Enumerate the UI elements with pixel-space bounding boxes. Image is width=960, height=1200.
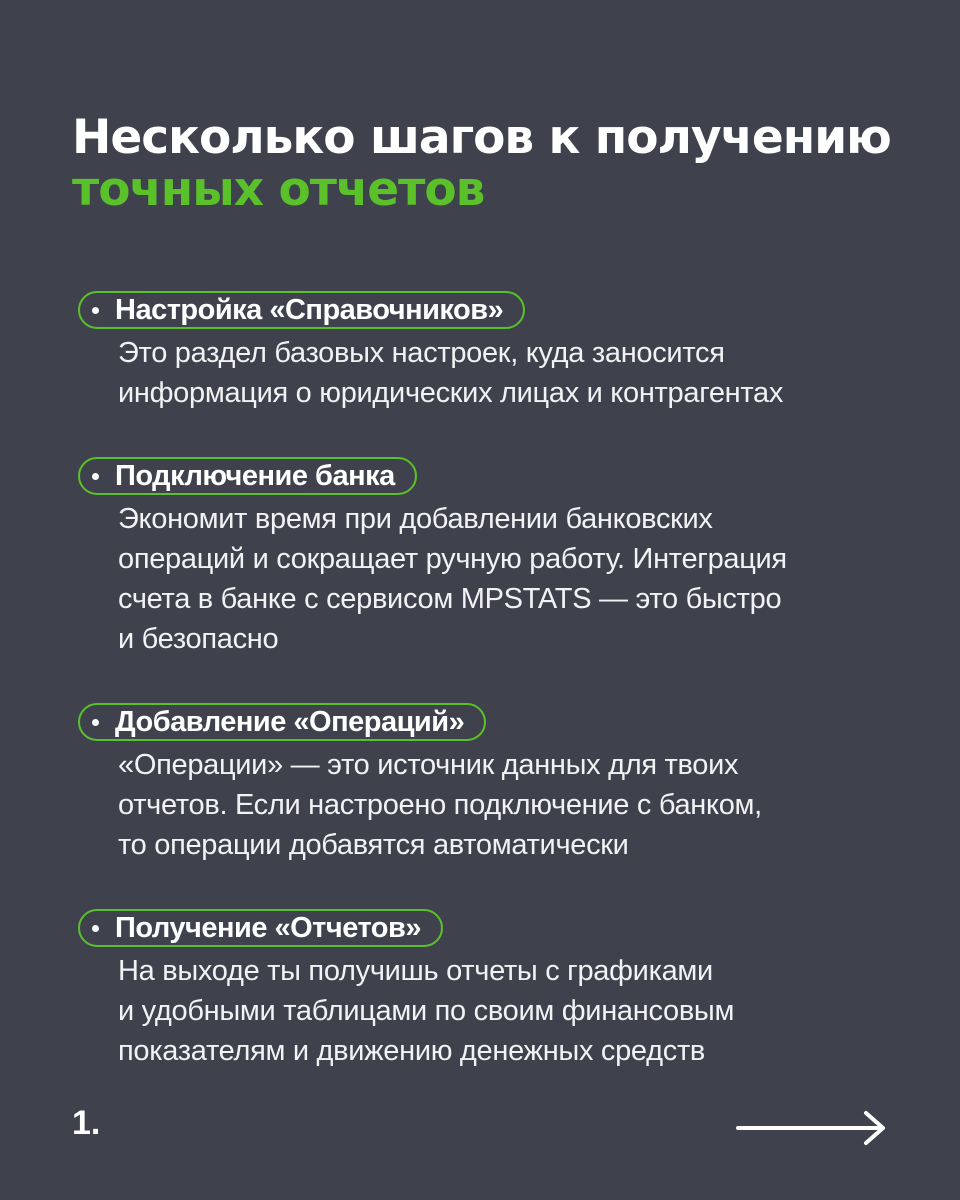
steps-list (78, 291, 898, 1115)
step-label: Подключение банка (115, 459, 395, 492)
step-description-line: операций и сокращает ручную работу. Интеграция (118, 543, 787, 575)
step-description-line: и удобными таблицами по своим финансовым (118, 995, 735, 1027)
step-description-line: Это раздел базовых настроек, куда заносится (118, 337, 725, 369)
step-description (118, 951, 898, 1071)
step-label-pill (78, 291, 525, 329)
step-description-line: информация о юридических лицах и контрагентах (118, 377, 784, 409)
step-item (78, 909, 898, 1071)
title-line-2-highlight: точных отчетов (72, 162, 485, 217)
step-description-line: На выходе ты получишь отчеты с графиками (118, 955, 713, 987)
step-label-pill (78, 909, 443, 947)
step-label: Настройка «Справочников» (115, 293, 504, 326)
step-label-pill (78, 703, 486, 741)
arrow-right-icon[interactable] (736, 1108, 888, 1148)
page-number: 1. (72, 1104, 101, 1142)
page-title (72, 112, 891, 216)
bullet-icon (92, 719, 99, 726)
step-item (78, 291, 898, 413)
bullet-icon (92, 307, 99, 314)
step-description (118, 745, 898, 865)
step-description-line: показателям и движению денежных средств (118, 1035, 706, 1067)
step-description-line: счета в банке с сервисом MPSTATS — это быстро (118, 583, 782, 615)
step-description-line: и безопасно (118, 623, 279, 655)
step-label: Получение «Отчетов» (115, 911, 421, 944)
bullet-icon (92, 473, 99, 480)
step-description-line: Экономит время при добавлении банковских (118, 503, 713, 535)
title-line-1: Несколько шагов к получению (72, 110, 891, 165)
step-description (118, 333, 898, 413)
step-item (78, 457, 898, 659)
step-description-line: «Операции» — это источник данных для твоих (118, 749, 739, 781)
step-label-pill (78, 457, 417, 495)
step-description-line: отчетов. Если настроено подключение с банком, (118, 789, 762, 821)
bullet-icon (92, 925, 99, 932)
step-description (118, 499, 898, 659)
step-label: Добавление «Операций» (115, 705, 465, 738)
step-item (78, 703, 898, 865)
step-description-line: то операции добавятся автоматически (118, 829, 629, 861)
